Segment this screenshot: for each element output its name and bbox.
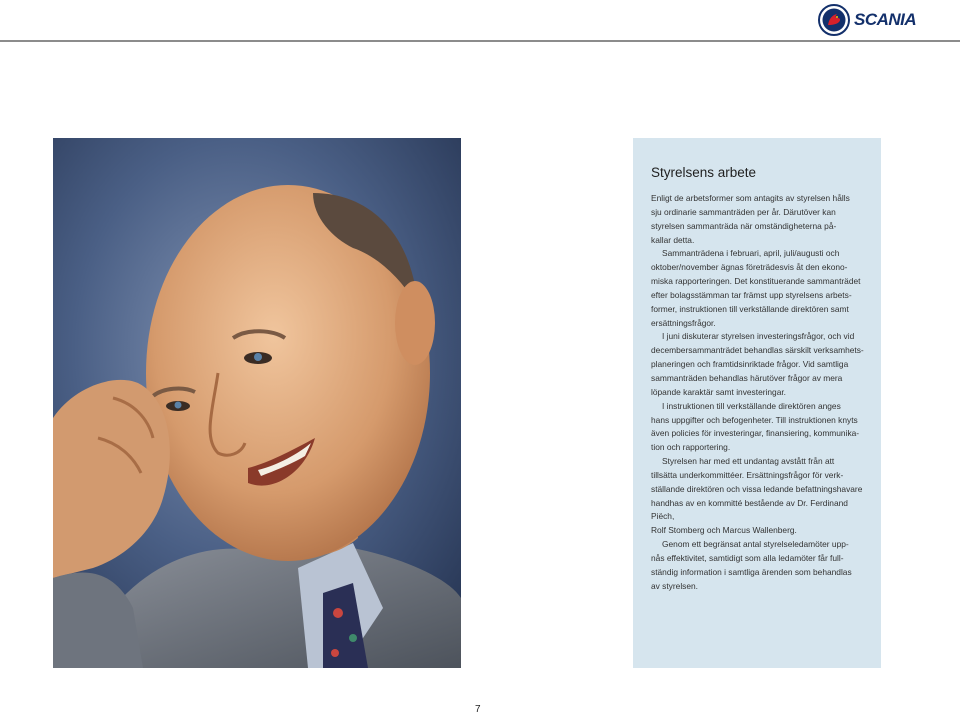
body-line: löpande karaktär samt investeringar. bbox=[651, 386, 787, 397]
scania-logo bbox=[818, 4, 936, 36]
body-line: miska rapporteringen. Det konstituerande sammanträdet bbox=[651, 276, 861, 287]
body-line: Styrelsen har med ett undantag avstått från att bbox=[662, 456, 835, 467]
body-line: former, instruktionen till verkställande direktören samt bbox=[651, 303, 849, 314]
brand-name: SCANIA bbox=[854, 10, 917, 29]
body-line: Genom ett begränsat antal styrelseledamöter upp- bbox=[662, 539, 849, 550]
body-line: tillsätta underkommittéer. Ersättningsfrågor för verk- bbox=[651, 469, 844, 480]
scania-griffin-icon bbox=[818, 4, 850, 36]
body-line: Sammanträdena i februari, april, juli/augusti och bbox=[662, 248, 840, 259]
body-line: ställande direktören och vissa ledande befattningshavare bbox=[651, 483, 863, 494]
header-divider bbox=[0, 40, 960, 42]
body-line: hans uppgifter och befogenheter. Till instruktionen knyts bbox=[651, 414, 858, 425]
body-line: sju ordinarie sammanträden per år. Därutöver kan bbox=[651, 206, 836, 217]
page-number: 7 bbox=[475, 704, 481, 715]
body-line: av styrelsen. bbox=[651, 580, 699, 591]
panel-body bbox=[651, 192, 873, 593]
body-line: efter bolagsstämman tar främst upp styrelsens arbets- bbox=[651, 289, 852, 300]
body-line: nås effektivitet, samtidigt som alla ledamöter får full- bbox=[651, 552, 844, 563]
portrait-photo bbox=[53, 138, 461, 668]
body-line: I instruktionen till verkställande direktören anges bbox=[662, 400, 841, 411]
body-line: oktober/november ägnas företrädesvis åt den ekono- bbox=[651, 262, 848, 273]
body-line: sammanträden behandlas härutöver frågor av mera bbox=[651, 372, 843, 383]
panel-title: Styrelsens arbete bbox=[651, 165, 757, 180]
body-line: tion och rapportering. bbox=[651, 442, 731, 453]
body-line: även policies för investeringar, finansiering, kommunika- bbox=[651, 428, 860, 439]
body-line: handhas av en kommitté bestående av Dr. Ferdinand Piëch, bbox=[651, 497, 848, 522]
body-line: decembersammanträdet behandlas särskilt verksamhets- bbox=[651, 345, 864, 356]
body-line: I juni diskuterar styrelsen investeringsfrågor, och vid bbox=[662, 331, 855, 342]
body-line: styrelsen sammanträda när omständigheterna på- bbox=[651, 220, 837, 231]
body-line: ständig information i samtliga ärenden som behandlas bbox=[651, 566, 852, 577]
body-line: planeringen och framtidsinriktade frågor. Vid samtliga bbox=[651, 359, 849, 370]
body-line: Enligt de arbetsformer som antagits av styrelsen hålls bbox=[651, 193, 850, 203]
portrait-illustration bbox=[53, 138, 461, 668]
body-line: kallar detta. bbox=[651, 234, 695, 245]
body-line: Rolf Stomberg och Marcus Wallenberg. bbox=[651, 525, 797, 536]
board-work-panel bbox=[633, 138, 881, 668]
body-line: ersättningsfrågor. bbox=[651, 317, 716, 328]
